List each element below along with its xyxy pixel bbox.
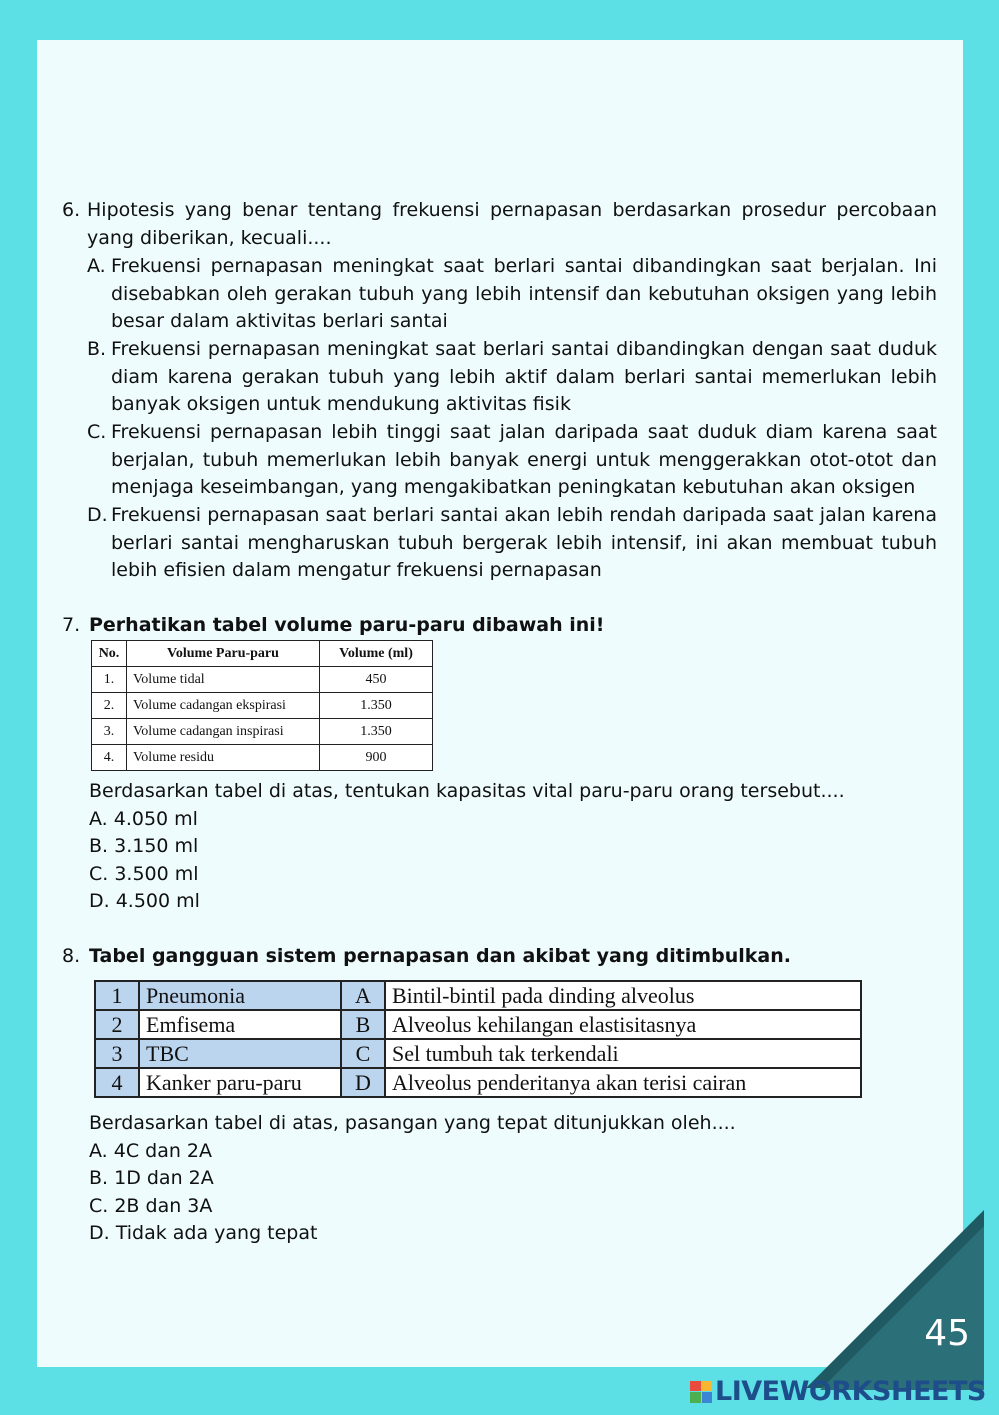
table-cell: Alveolus penderitanya akan terisi cairan — [385, 1068, 861, 1097]
question-prompt: Berdasarkan tabel di atas, pasangan yang tepat ditunjukkan oleh.... — [89, 1112, 736, 1134]
option-label: C. — [87, 421, 107, 443]
table-cell: B — [341, 1010, 385, 1039]
table-cell: Bintil-bintil pada dinding alveolus — [385, 981, 861, 1010]
option-c[interactable]: C. 3.500 ml — [89, 862, 199, 885]
liveworksheets-brand[interactable] — [690, 1376, 986, 1407]
table-row — [95, 1039, 861, 1068]
table-header: Volume (ml) — [320, 641, 433, 667]
option-label: A. — [87, 255, 106, 277]
brand-name: LIVEWORKSHEETS — [715, 1376, 986, 1407]
option-label: D. — [87, 504, 108, 526]
lung-volume-table — [91, 640, 433, 771]
question-number: 7. — [62, 614, 81, 636]
option-label: B. — [87, 338, 107, 360]
table-cell: 4. — [92, 745, 127, 771]
table-header: No. — [92, 641, 127, 667]
table-cell: 3 — [95, 1039, 139, 1068]
option-d[interactable]: D. 4.500 ml — [89, 890, 200, 913]
table-cell: 1 — [95, 981, 139, 1010]
option-a[interactable]: A. 4C dan 2A — [89, 1139, 213, 1162]
table-cell: 2. — [92, 693, 127, 719]
table-cell: TBC — [139, 1039, 341, 1068]
table-cell: 1.350 — [320, 693, 433, 719]
table-cell: Volume tidal — [127, 667, 320, 693]
option-text: Frekuensi pernapasan saat berlari santai akan lebih rendah daripada saat jalan karena berlari santai mengharuskan tubuh bergerak lebih intensif, ini akan membuat tubuh lebih efisien dalam mengatur frekuensi pernapasan — [111, 504, 937, 582]
table-row — [95, 1010, 861, 1039]
option-b[interactable]: B. 3.150 ml — [89, 835, 199, 858]
table-cell: 2 — [95, 1010, 139, 1039]
option-c[interactable]: C. 2B dan 3A — [89, 1194, 213, 1217]
table-cell: 450 — [320, 667, 433, 693]
option-a[interactable]: A. 4.050 ml — [89, 807, 198, 830]
option-text: Frekuensi pernapasan meningkat saat berlari santai dibandingkan dengan saat duduk diam karena gerakan tubuh yang lebih aktif dalam berlari santai memerlukan lebih banyak oksigen untuk mendukung aktivitas fisik — [111, 338, 937, 416]
liveworksheets-logo-icon — [690, 1381, 712, 1403]
page-corner — [820, 1226, 984, 1390]
table-cell: Volume residu — [127, 745, 320, 771]
option-text: Frekuensi pernapasan meningkat saat berlari santai dibandingkan saat berjalan. Ini disebabkan oleh gerakan tubuh yang lebih intensif dan kebutuhan oksigen yang lebih besar dalam aktivitas berlari santai — [111, 255, 937, 333]
table-row — [92, 667, 433, 693]
table-cell: 1.350 — [320, 719, 433, 745]
option-text: Frekuensi pernapasan lebih tinggi saat jalan daripada saat duduk diam karena saat berjalan, tubuh memerlukan lebih banyak energi untuk menggerakkan otot-otot dan menjaga keseimbangan, yang mengakibatkan peningkatan kebutuhan akan oksigen — [111, 421, 937, 499]
table-row — [92, 693, 433, 719]
table-cell: D — [341, 1068, 385, 1097]
table-cell: C — [341, 1039, 385, 1068]
table-cell: Volume cadangan inspirasi — [127, 719, 320, 745]
table-row — [95, 1068, 861, 1097]
option-b[interactable]: B. 1D dan 2A — [89, 1167, 214, 1190]
question-text: Hipotesis yang benar tentang frekuensi pernapasan berdasarkan prosedur percobaan yang diberikan, kecuali.... — [87, 199, 937, 249]
table-cell: Alveolus kehilangan elastisitasnya — [385, 1010, 861, 1039]
question-title: Perhatikan tabel volume paru-paru dibawah ini! — [89, 614, 605, 636]
table-cell: 1. — [92, 667, 127, 693]
table-cell: 3. — [92, 719, 127, 745]
table-cell: Sel tumbuh tak terkendali — [385, 1039, 861, 1068]
table-row — [95, 981, 861, 1010]
question-7-prompt-block — [89, 778, 949, 916]
page-number: 45 — [924, 1313, 970, 1354]
option-d[interactable]: D. Tidak ada yang tepat — [89, 1222, 318, 1245]
table-cell: Pneumonia — [139, 981, 341, 1010]
disorder-table — [94, 980, 862, 1098]
table-cell: Volume cadangan ekspirasi — [127, 693, 320, 719]
table-cell: Emfisema — [139, 1010, 341, 1039]
question-title: Tabel gangguan sistem pernapasan dan akibat yang ditimbulkan. — [89, 945, 791, 967]
question-number: 8. — [62, 945, 81, 967]
table-header: Volume Paru-paru — [127, 641, 320, 667]
question-number: 6. — [62, 199, 81, 221]
table-cell: 4 — [95, 1068, 139, 1097]
table-row — [92, 719, 433, 745]
table-cell: A — [341, 981, 385, 1010]
table-row — [92, 745, 433, 771]
question-prompt: Berdasarkan tabel di atas, tentukan kapasitas vital paru-paru orang tersebut.... — [89, 780, 845, 802]
table-header-row — [92, 641, 433, 667]
table-cell: Kanker paru-paru — [139, 1068, 341, 1097]
table-cell: 900 — [320, 745, 433, 771]
